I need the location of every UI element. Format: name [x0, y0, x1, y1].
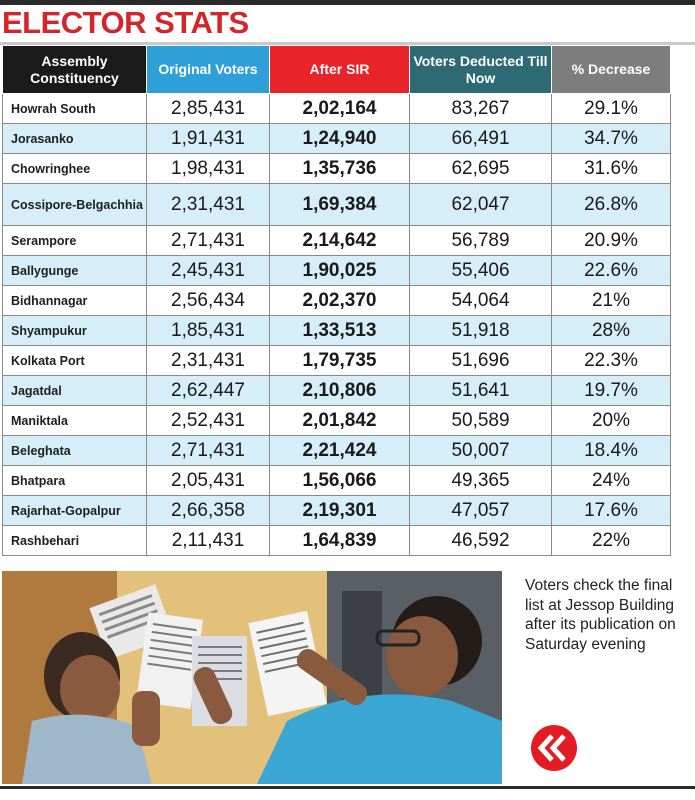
percent-decrease-cell: 21% [552, 286, 671, 316]
table-row [3, 526, 671, 556]
after-sir-cell: 2,19,301 [270, 496, 410, 526]
after-sir-cell: 1,69,384 [270, 184, 410, 226]
photo-caption: Voters check the final list at Jessop Building after its publication on Saturday evening [525, 577, 676, 653]
original-voters-cell: 2,31,431 [147, 346, 270, 376]
table-row [3, 346, 671, 376]
original-voters-cell: 2,56,434 [147, 286, 270, 316]
table-row [3, 466, 671, 496]
constituency-cell: Jorasanko [3, 124, 147, 154]
after-sir-cell: 1,56,066 [270, 466, 410, 496]
original-voters-cell: 1,91,431 [147, 124, 270, 154]
bottom-rule [0, 786, 695, 789]
percent-decrease-cell: 29.1% [552, 94, 671, 124]
constituency-cell: Serampore [3, 226, 147, 256]
original-voters-cell: 2,62,447 [147, 376, 270, 406]
header-percent-decrease: % Decrease [552, 46, 671, 94]
after-sir-cell: 1,64,839 [270, 526, 410, 556]
percent-decrease-cell: 20% [552, 406, 671, 436]
table-row [3, 406, 671, 436]
percent-decrease-cell: 17.6% [552, 496, 671, 526]
voters-deducted-cell: 62,047 [410, 184, 552, 226]
constituency-cell: Maniktala [3, 406, 147, 436]
after-sir-cell: 2,01,842 [270, 406, 410, 436]
table-row [3, 226, 671, 256]
original-voters-cell: 2,11,431 [147, 526, 270, 556]
after-sir-cell: 1,79,735 [270, 346, 410, 376]
table-row [3, 436, 671, 466]
constituency-cell: Kolkata Port [3, 346, 147, 376]
voters-checking-list-photo [2, 571, 502, 784]
after-sir-cell: 1,90,025 [270, 256, 410, 286]
header-voters-deducted: Voters Deducted Till Now [410, 46, 552, 94]
voters-deducted-cell: 46,592 [410, 526, 552, 556]
voters-deducted-cell: 51,641 [410, 376, 552, 406]
after-sir-cell: 2,10,806 [270, 376, 410, 406]
table-row [3, 286, 671, 316]
original-voters-cell: 2,66,358 [147, 496, 270, 526]
original-voters-cell: 1,85,431 [147, 316, 270, 346]
original-voters-cell: 2,05,431 [147, 466, 270, 496]
percent-decrease-cell: 19.7% [552, 376, 671, 406]
voters-deducted-cell: 55,406 [410, 256, 552, 286]
original-voters-cell: 2,85,431 [147, 94, 270, 124]
percent-decrease-cell: 18.4% [552, 436, 671, 466]
voters-deducted-cell: 50,589 [410, 406, 552, 436]
table-row [3, 256, 671, 286]
voters-deducted-cell: 51,918 [410, 316, 552, 346]
constituency-cell: Beleghata [3, 436, 147, 466]
constituency-cell: Bidhannagar [3, 286, 147, 316]
voters-deducted-cell: 62,695 [410, 154, 552, 184]
after-sir-cell: 2,02,370 [270, 286, 410, 316]
constituency-cell: Bhatpara [3, 466, 147, 496]
table-row [3, 94, 671, 124]
original-voters-cell: 2,31,431 [147, 184, 270, 226]
original-voters-cell: 2,52,431 [147, 406, 270, 436]
table-row [3, 124, 671, 154]
constituency-cell: Rashbehari [3, 526, 147, 556]
original-voters-cell: 1,98,431 [147, 154, 270, 184]
header-constituency: Assembly Constituency [3, 46, 147, 94]
constituency-cell: Jagatdal [3, 376, 147, 406]
table-row [3, 496, 671, 526]
percent-decrease-cell: 24% [552, 466, 671, 496]
publication-chevron-logo [530, 724, 578, 772]
voters-deducted-cell: 47,057 [410, 496, 552, 526]
percent-decrease-cell: 22.3% [552, 346, 671, 376]
percent-decrease-cell: 22.6% [552, 256, 671, 286]
voters-deducted-cell: 66,491 [410, 124, 552, 154]
elector-stats-table [2, 45, 671, 556]
after-sir-cell: 2,14,642 [270, 226, 410, 256]
voters-deducted-cell: 49,365 [410, 466, 552, 496]
after-sir-cell: 2,21,424 [270, 436, 410, 466]
percent-decrease-cell: 28% [552, 316, 671, 346]
voters-deducted-cell: 56,789 [410, 226, 552, 256]
constituency-cell: Cossipore-Belgachhia [3, 184, 147, 226]
percent-decrease-cell: 26.8% [552, 184, 671, 226]
constituency-cell: Chowringhee [3, 154, 147, 184]
original-voters-cell: 2,71,431 [147, 436, 270, 466]
constituency-cell: Rajarhat-Gopalpur [3, 496, 147, 526]
table-row [3, 316, 671, 346]
page-title: ELECTOR STATS [2, 5, 249, 40]
table-row [3, 376, 671, 406]
after-sir-cell: 1,33,513 [270, 316, 410, 346]
percent-decrease-cell: 20.9% [552, 226, 671, 256]
voters-deducted-cell: 50,007 [410, 436, 552, 466]
percent-decrease-cell: 34.7% [552, 124, 671, 154]
voters-deducted-cell: 83,267 [410, 94, 552, 124]
constituency-cell: Shyampukur [3, 316, 147, 346]
after-sir-cell: 1,35,736 [270, 154, 410, 184]
percent-decrease-cell: 22% [552, 526, 671, 556]
constituency-cell: Ballygunge [3, 256, 147, 286]
original-voters-cell: 2,71,431 [147, 226, 270, 256]
after-sir-cell: 1,24,940 [270, 124, 410, 154]
constituency-cell: Howrah South [3, 94, 147, 124]
table-row [3, 154, 671, 184]
original-voters-cell: 2,45,431 [147, 256, 270, 286]
voters-deducted-cell: 54,064 [410, 286, 552, 316]
table-header-row [3, 46, 671, 94]
voters-deducted-cell: 51,696 [410, 346, 552, 376]
table-row [3, 184, 671, 226]
header-original-voters: Original Voters [147, 46, 270, 94]
percent-decrease-cell: 31.6% [552, 154, 671, 184]
header-after-sir: After SIR [270, 46, 410, 94]
after-sir-cell: 2,02,164 [270, 94, 410, 124]
